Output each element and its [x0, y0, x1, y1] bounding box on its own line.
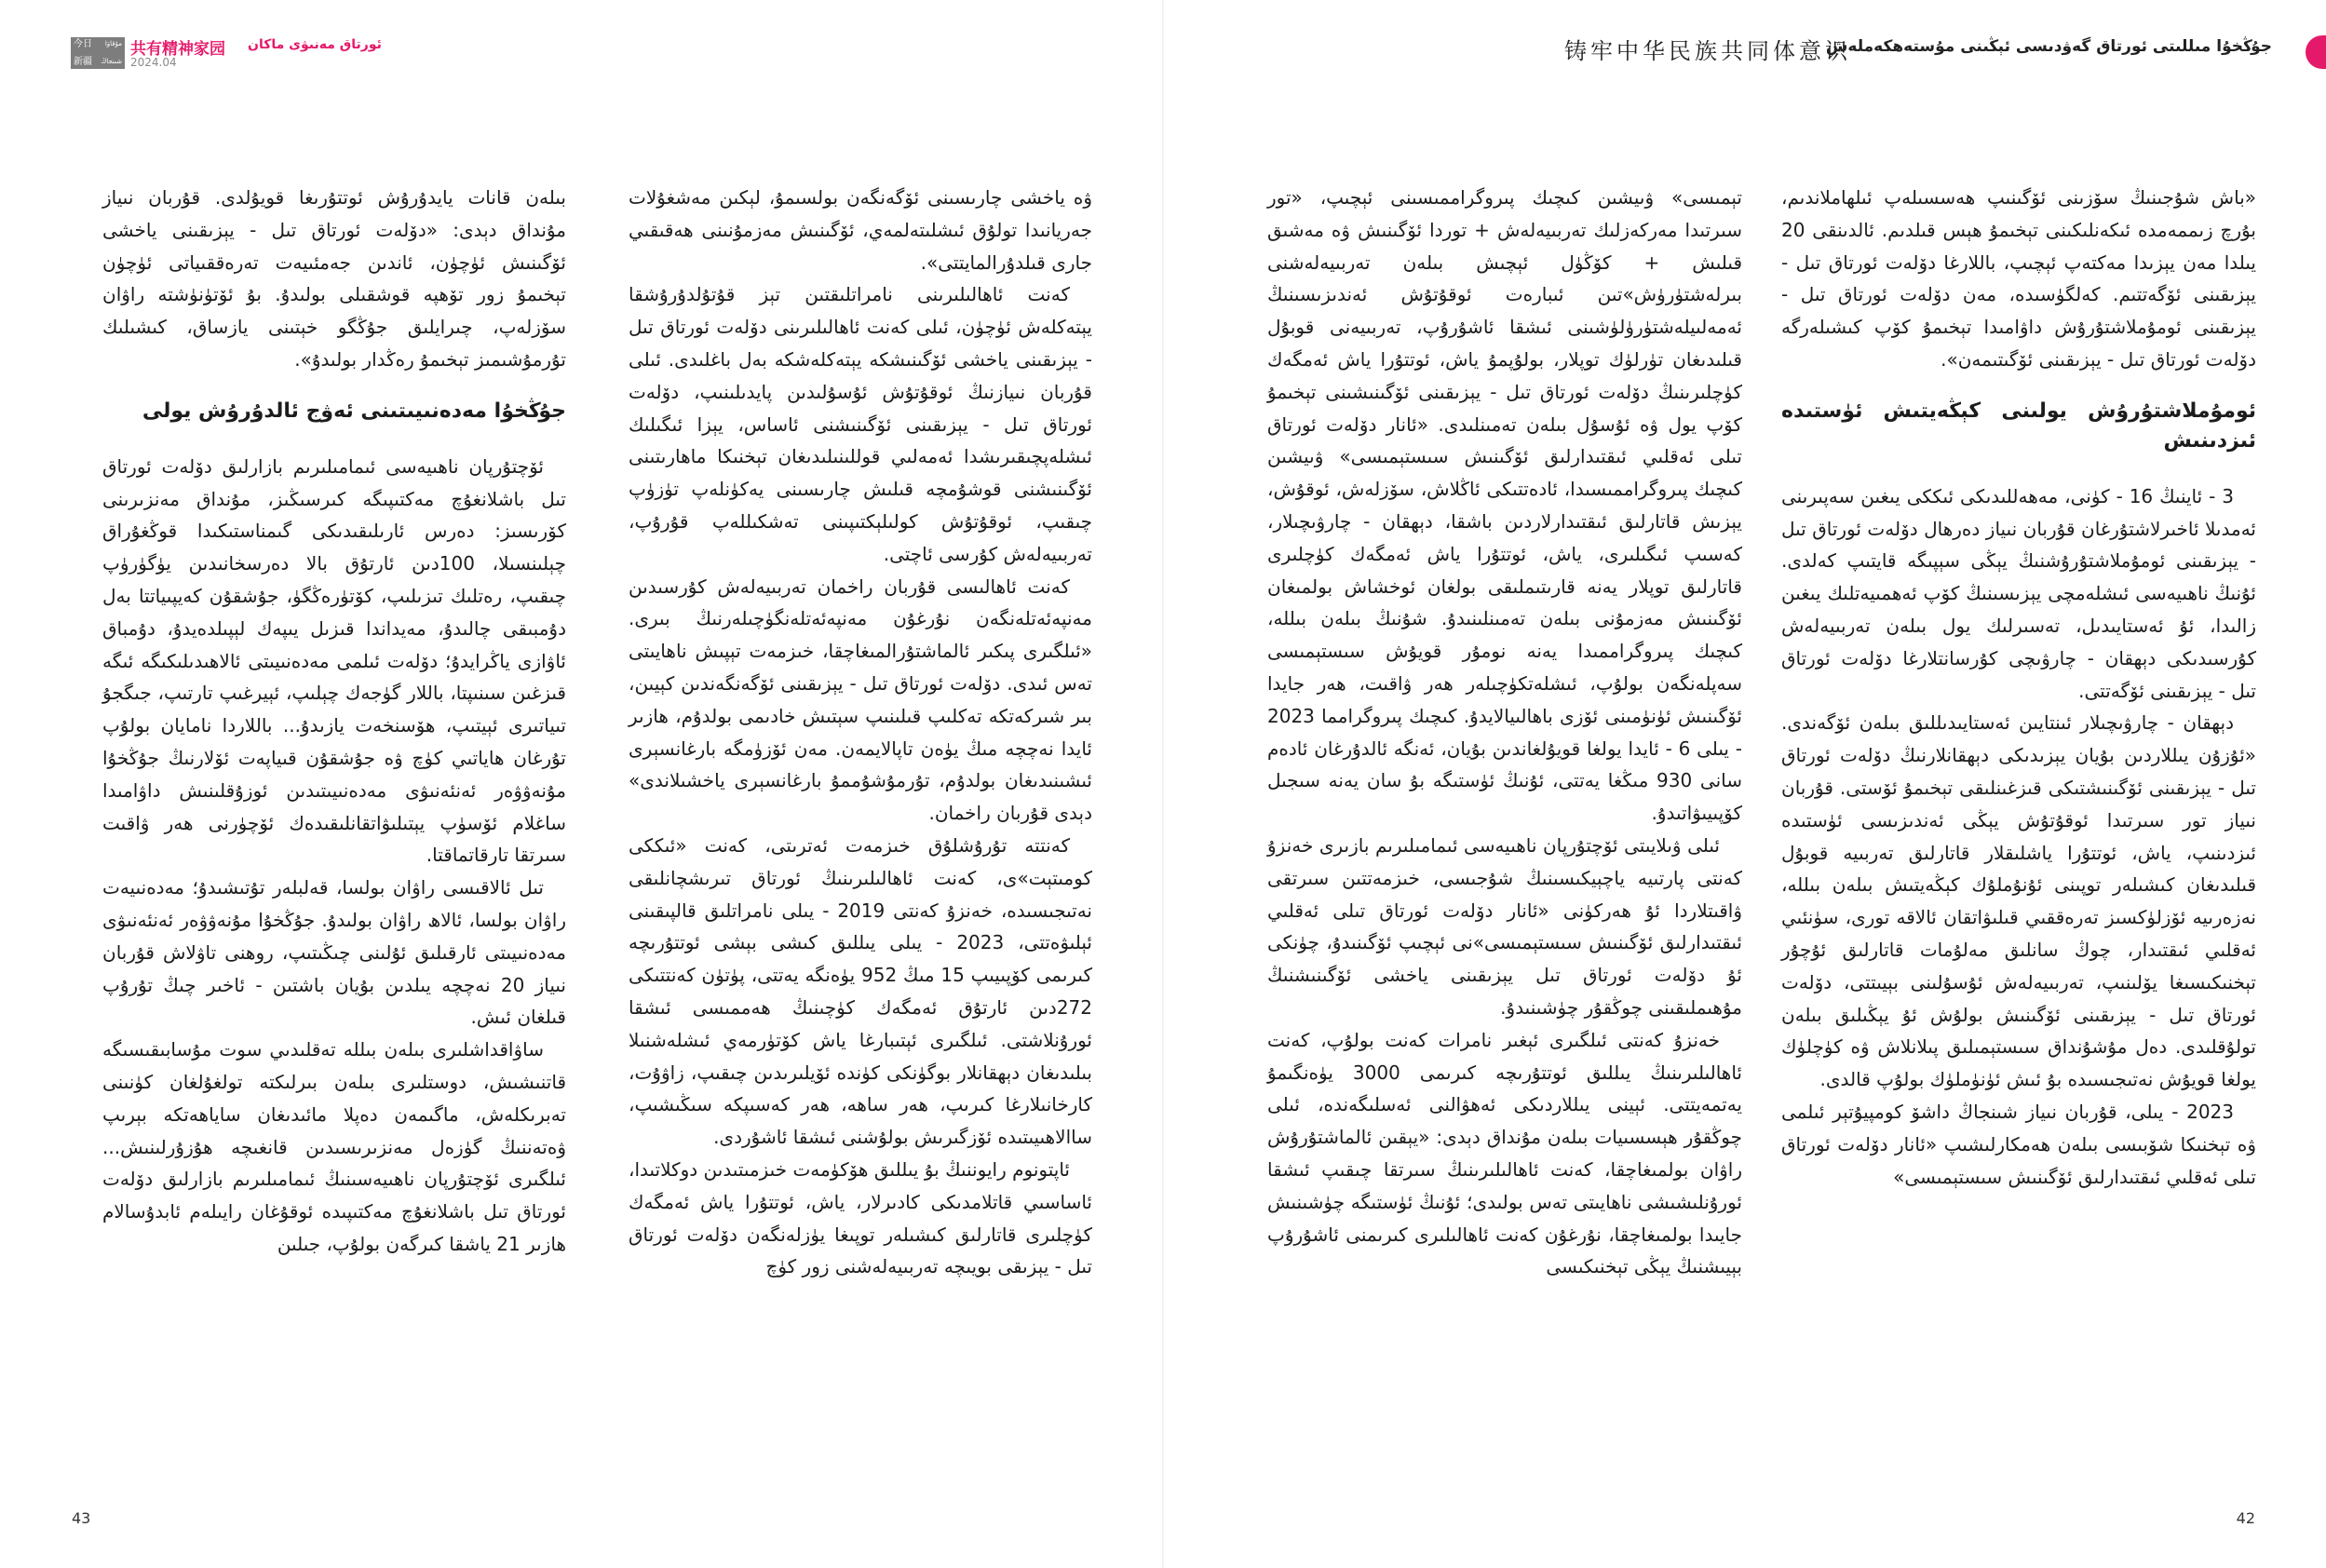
text-column-1: [1781, 182, 2256, 1193]
paragraph: تىل ئالاقىسى راۋان بولسا، قەلبلەر تۇتىشىدۇ؛ مەدەنىيەت راۋان بولسا، ئالاھ راۋان بولىدۇ. جۇڭخۇا مۇنەۋۋەر ئەنئەنىۋى مەدەنىيىتى ئارقىلىق ئۇلىنى چىڭىتىپ، روھنى تاۋلاش قۇربان نىياز 20 نەچچە يىلدىن بۇيان باشتىن - ئاخىر چىڭ تۇرۇپ قىلغان ئىش.: [102, 876, 566, 1029]
paragraph: ئاپتونوم رايوننىڭ بۇ يىللىق ھۆكۈمەت خىزمىتىدىن دوكلاتىدا، ئاساسىي قاتلامدىكى كادىرلار، ياش، ئوتتۇرا ياش ئەمگەك كۈچلىرى قاتارلىق كىشىلەر توپىغا يۈزلەنگەن دۆلەت ئورتاق تىل - يېزىقى بويىچە تەربىيەلەشنى زور كۈچ: [629, 1157, 1092, 1278]
issue-date: 2024.04: [130, 56, 177, 69]
page-number-left: 43: [72, 1509, 91, 1527]
paragraph: خەنزۇ كەنتى ئىلگىرى ئېغىر نامرات كەنت بولۇپ، كەنت ئاھالىلىرىنىڭ يىللىق ئوتتۇرىچە كىرىمى 3000 يۈەنگىمۇ يەتمەيتتى. ئېينى يىللاردىكى ئەھۋالنى ئەسلىگەندە، ئىلى چوڭقۇر ھېسسىيات بىلەن مۇنداق دېدى: «يېقىن ئالماشتۇرۇش راۋان بولمىغاچقا، كەنت ئاھالىلىرىنىڭ سىرتقا چىقىپ ئىشقا ئورۇنلىشىشى ناھايىتى تەس بولىدى؛ ئۇنىڭ ئۈستىگە چۈشىنىش جايىدا بولمىغاچقا، نۇرغۇن كەنت ئاھالىلىرى كىرىمنى ئاشۇرۇپ بېيىشنىڭ يېڭى تېخنىكىسى: [1267, 1028, 1742, 1278]
magazine-logo: [71, 37, 125, 69]
paragraph: 2023 - يىلى، قۇربان نىياز شىنجاڭ داشۆ كومپيۇتېر ئىلمى ۋە تېخنىكا شۆبىسى بىلەن ھەمكارلىشىپ «ئانار دۆلەت ئورتاق تىلى ئەقلىي ئىقتىدارلىق ئۆگىنىش سىستېمىسى»: [1781, 1100, 2256, 1188]
paragraph: كەنت ئاھالىلىرىنى نامراتلىقتىن تېز قۇتۇلدۇرۇشقا يېتەكلەش ئۈچۈن، ئىلى كەنت ئاھالىلىرىنى دۆلەت ئورتاق تىل - يېزىقىنى ياخشى ئۆگىنىشكە يېتەكلەشكە بەل باغلىدى. ئىلى قۇربان نىيازنىڭ ئوقۇتۇش ئۇسۇلىدىن پايدىلىنىپ، دۆلەت ئورتاق تىل - يېزىقىنى ئۆگىنىشنى ئاساس، يېزا ئىگىلىك ئىشلەپچىقىرىشدا ئەمەلىي قوللىنىلىدىغان تېخنىكا ماھارىتىنى ئۆگىنىشنى قوشۇمچە قىلىش چارىسىنى يەكۈنلەپ تۈزۈپ چىقىپ، ئوقۇتۇش كولىلېكتىپىنى تەشكىللەپ قۇرۇپ، تەربىيەلەش كۇرسى ئاچتى.: [629, 283, 1092, 565]
text-column-4: [102, 182, 566, 1261]
paragraph: ئىلى ۋىلايىتى ئۆچتۇرپان ناھىيەسى ئىمامىلىرىم بازىرى خەنزۇ كەنتى پارتىيە ياچېيكىسىنىڭ شۇجىسى، خىزمەتتىن سىرتقى ۋاقىتلاردا ئۇ ھەركۈنى «ئانار دۆلەت ئورتاق تىلى ئەقلىي ئىقتىدارلىق ئۆگىنىش سىستېمىسى»نى ئېچىپ ئۆگىنىدۇ، چۈنكى ئۇ دۆلەت ئورتاق تىل يېزىقىنى ياخشى ئۆگىنىشنىڭ مۇھىملىقىنى چوڭقۇر چۈشىنىدۇ.: [1267, 833, 1742, 1019]
section-tab-marker: [2306, 35, 2326, 69]
text-column-2: [1267, 182, 1742, 1283]
paragraph: بىلەن قانات يايدۇرۇش ئوتتۇرىغا قويۇلدى. قۇربان نىياز مۇنداق دېدى: «دۆلەت ئورتاق تىل - يېزىقىنى ياخشى ئۆگىنىش ئۈچۈن، ئاندىن جەمئىيەت تەرەققىياتى ئۈچۈن تېخىمۇ زور تۆھپە قوشقىلى بولىدۇ. بۇ ئۆتۈنۈشتە راۋان سۆزلەپ، چىرايلىق جۇڭگو خېتىنى يازساق، كىشىلىك تۇرمۇشىمىز تېخىمۇ رەڭدار بولىدۇ».: [102, 186, 566, 371]
text-column-3: [629, 182, 1092, 1283]
section-heading: جۇڭخۇا مەدەنىيىتىنى ئەۋج ئالدۇرۇش يولى: [142, 399, 566, 423]
logo-side-top: مۇقاۋا: [104, 40, 122, 47]
right-page: [1163, 0, 2326, 1568]
page-header-cn: 铸牢中华民族共同体意识: [1564, 38, 1851, 64]
page-number-right: 42: [2236, 1509, 2255, 1527]
paragraph: كەنتتە تۇرۇشلۇق خىزمەت ئەترىتى، كەنت «ئىككى كومىتېت»ى، كەنت ئاھالىلىرىنىڭ ئورتاق تىرىشچانلىقى نەتىجىسىدە، خەنزۇ كەنتى 2019 - يىلى نامراتلىق قالپىقىنى ئېلىۋەتتى، 2023 - يىلى يىللىق كىشى بېشى ئوتتۇرىچە كىرىمى كۆپىيىپ 15 مىڭ 952 يۈەنگە يەتتى، پۈتۈن كەنتتىكى 272دىن ئارتۇق ئەمگەك كۈچىنىڭ ھەممىسى ئىشقا ئورۇنلاشتى. ئىلگىرى ئېتىبارغا ياش كۆتۈرمەي ئىشلەشنىلا بىلىدىغان دېھقانلار بوگۈنكى كۈندە ئۆيلىرىدىن چىقىپ، زاۋۇت، كارخانىلارغا كىرىپ، ھەر ساھە، ھەر كەسىپكە سىڭىشىپ، ساالاھىيىتىدە ئۆزگىرىش بولۇشنى ئىشقا ئاشۇردى.: [629, 833, 1092, 1149]
section-title-cn: 共有精神家园: [130, 40, 225, 59]
logo-side-bottom: شىنجاڭ: [101, 58, 122, 65]
page-header-ug: جۇڭخۇا مىللىتى ئورتاق گەۋدىسى ئېڭىنى مۇستەھكەملەش: [1825, 37, 2272, 56]
logo-text-top: 今日: [74, 39, 92, 49]
paragraph: «باش شۇجىنىڭ سۆزىنى ئۆگىنىپ ھەسسىلەپ ئىلھاملاندىم، بۇرچ زىممەمدە ئىكەنلىكىنى تېخىمۇ ھېس قىلدىم. ئالدىنقى 20 يىلدا مەن يېزىدا مەكتەپ ئېچىپ، باللارغا دۆلەت ئورتاق تىل - يېزىقىنى ئۆگەتتىم. كەلگۈسىدە، مەن دۆلەت ئورتاق تىل - يېزىقىنى ئومۇملاشتۇرۇش داۋامىدا تېخىمۇ كۆپ كىشىلەرگە دۆلەت ئورتاق تىل - يېزىقىنى ئۆگىتىمەن».: [1781, 186, 2256, 371]
paragraph: 3 - ئاينىڭ 16 - كۈنى، مەھەللىدىكى ئىككى يىغىن سەپىرىنى ئەمدىلا ئاخىرلاشتۇرغان قۇربان نىياز دەرھال دۆلەت ئورتاق تىل - يېزىقىنى ئومۇملاشتۇرۇشنىڭ يېڭى سېپىگە قايتىپ كەلدى. ئۇنىڭ ناھىيەسى ئىشلەمچى يېزىسىنىڭ كۆپ ئەھمىيەتلىك يىغىن زالىدا، ئۇ ئەستايىدىل، تەسىرلىك يول بىلەن تەربىيەلەش كۇرسىدىكى دېھقان - چارۋىچى كۇرسانتلارغا دۆلەت ئورتاق تىل - يېزىقىنى ئۆگەتتى.: [1781, 484, 2256, 702]
paragraph: ساۋاقداشلىرى بىلەن بىللە تەقلىدىي سوت مۇسابىقىسىگە قاتنىشىش، دوستلىرى بىلەن بىرلىكتە تولغۇلغان كۈنىنى تەبرىكلەش، ماگىمەن دەپلا مائىدىغان ساياھەتكە بېرىپ ۋەتەننىڭ گۈزەل مەنزىرىسىدىن قانغىچە ھۇزۇرلىنىش... ئىلگىرى ئۆچتۇرپان ناھىيەسىنىڭ ئىمامىلىرىم بازارلىق دۆلەت ئورتاق تىل باشلانغۇچ مەكتىپىدە ئوقۇغان رايىلەم ئابدۇسالام ھازىر 21 ياشقا كىرگەن بولۇپ، جىلىن: [102, 1038, 566, 1255]
paragraph: كەنت ئاھالىسى قۇربان راخمان تەربىيەلەش كۇرسىدىن مەنپەئەتلەنگەن نۇرغۇن مەنپەئەتلەنگۈچىلەرنىڭ بىرى. «ئىلگىرى پىكىر ئالماشتۇرالمىغاچقا، خىزمەت تېپىش ناھايىتى تەس ئىدى. دۆلەت ئورتاق تىل - يېزىقىنى ئۆگەنگەندىن كېيىن، بىر شىركەتكە تەكلىپ قىلىنىپ سېتىش خادىمى بولدۇم، ھازىر ئايدا نەچچە مىڭ يۈەن تاپالايمەن. مەن ئۆزۈمگە بارغانسېرى ئىشىنىدىغان بولدۇم، تۇرمۇشۇممۇ بارغانسېرى ياخشىلاندى» دېدى قۇربان راخمان.: [629, 574, 1092, 825]
paragraph: تېمىسى» ۋىيشىن كىچىك پىروگراممىسىنى ئېچىپ، «تور سىرتىدا مەركەزلىك تەربىيەلەش + توردا ئۆگىنىش ۋە مەشىق قىلىش + كۆڭۈل ئېچىش بىلەن تەربىيەلەشنى بىرلەشتۈرۈش»تىن ئىبارەت ئوقۇتۇش ئەندىزىسىنىڭ ئەمەلىيلەشتۈرۈلۈشىنى ئىشقا ئاشۇرۇپ، تەربىيەنى قوبۇل قىلىدىغان تۈرلۈك توپلار، بولۇپمۇ ياش، ئوتتۇرا ياش ئەمگەك كۈچلىرىنىڭ دۆلەت ئورتاق تىل - يېزىقىنى ئۆگىنىشىنى تېخىمۇ كۆپ يول ۋە ئۇسۇل بىلەن تەمىنلىدى. «ئانار دۆلەت ئورتاق تىلى ئەقلىي ئىقتىدارلىق ئۆگىنىش سىستېمىسى» ۋىيشىن كىچىك پىروگراممىسىدا، ئادەتتىكى ئاڭلاش، سۆزلەش، ئوقۇش، يېزىش قاتارلىق ئىقتىدارلاردىن باشقا، دېھقان - چارۋىچىلار، كەسىپ ئىگىلىرى، ياش، ئوتتۇرا ياش ئەمگەك كۈچلىرى قاتارلىق توپلار يەنە قارىتىملىقى بولغان ئوخشاش بولمىغان ئۆگىنىش مەزمۇنى بىلەن تەمىنلىنىدۇ. شۇنىڭ بىلەن بىللە، كىچىك پىروگراممىدا يەنە نومۇر قويۇش سىستېمىسى سەپلەنگەن بولۇپ، ئىشلەتكۈچىلەر ھەر ۋاقىت، ھەر جايدا ئۆگىنىش ئۈنۈمىنى ئۆزى باھالىيالايدۇ. كىچىك پىروگرامما 2023 - يىلى 6 - ئايدا يولغا قويۇلغاندىن بۇيان، ئەنگە ئالدۇرغان ئادەم سانى 930 مىڭغا يەتتى، ئۇنىڭ ئۈستىگە بۇ سان يەنە سىجىل كۆپىيىۋاتىدۇ.: [1267, 186, 1742, 825]
section-title-ug: ئورتاق مەنىۋى ماكان: [248, 37, 382, 52]
paragraph: ۋە ياخشى چارىسىنى ئۆگەنگەن بولسىمۇ، لېكىن مەشغۇلات جەريانىدا تولۇق ئىشلىتەلمەي، ئۆگىنىش مەزمۇنىنى ھەقىقىي جارى قىلدۇرالمايتتى».: [629, 186, 1092, 274]
paragraph: دېھقان - چارۋىچىلار ئىنتايىن ئەستايىدىللىق بىلەن ئۆگەندى. «ئۇزۇن يىللاردىن بۇيان يېزىدىكى دېھقانلارنىڭ دۆلەت ئورتاق تىل - يېزىقىنى ئۆگىنىشتىكى قىزغىنلىقى تېخىمۇ ئۆستى. قۇربان نىياز تور سىرتىدا ئوقۇتۇش يېڭى ئەندىزىسى ئۈستىدە ئىزدىنىپ، ياش، ئوتتۇرا ياشلىقلار قاتارلىق تەربىيە قوبۇل قىلىدىغان كىشىلەر توپىنى ئۇنۇملۇك كېڭەيتىش بىلەن بىللە، نەزەرىيە ئۆزلۈكسىز تەرەققىي قىلىۋاتقان ئالاقە تورى، سۈنئىي ئەقلىي ئىقتىدار، چوڭ سانلىق مەلۇمات قاتارلىق ئۇچۇر تېخنىكىسىغا يۆلىنىپ، تەربىيەلەش ئۇسۇلىنى بېيىتتى، دۆلەت ئورتاق تىل - يېزىقىنى ئۆگىنىش بولۇش ئۇ يېڭىلىق بىلەن تولۇقلىدى. دەل مۇشۇنداق سىستېمىلىق پىلانلاش ۋە كۈچلۈك يولغا قويۇش نەتىجىسىدە بۇ ئىش ئۈنۈملۈك بولۇپ قالدى.: [1781, 711, 2256, 1091]
paragraph: ئۆچتۇرپان ناھىيەسى ئىمامىلىرىم بازارلىق دۆلەت ئورتاق تىل باشلانغۇچ مەكتىپىگە كىرسىڭىز، مۇنداق مەنزىرىنى كۆرىسىز: دەرس ئارىلىقىدىكى گىمناستىكىدا قوڭغۇراق چېلىنسىلا، 100دىن ئارتۇق بالا دەرسخانىدىن يۈگۈرۈپ چىقىپ، رەتلىك تىزىلىپ، كۆتۈرەڭگۈ، جۇشقۇن كەيپىياتتا بەل دۇمبىقى چالىدۇ، مەيداندا قىزىل يىپەك لېپىلدەيدۇ، دۇمباق ئاۋازى ياڭرايدۇ؛ دۆلەت ئىلمى مەدەنىيىتى ئالاھىدىلىكىگە ئىگە قىزغىن سىنىپتا، باللار گۈجەك چېلىپ، ئېيرغىپ تارتىپ، جىگجۇ تىياتىرى ئېيتىپ، ھۆسنخەت يازىدۇ... باللاردا نامايان بولۇپ تۇرغان ھاياتىي كۈچ ۋە جۇشقۇن قىياپەت ئۆلارنىڭ جۇڭخۇا مۇنەۋۋەر ئەنئەنىۋى مەدەنىيىتىدىن ئوزۇقلىنىش داۋامىدا ساغلام ئۆسۈپ يېتىلىۋاتقانلىقىدەك ئۆچۈرنى ھەر ۋاقىت سىرتقا تارقاتماقتا.: [102, 454, 566, 867]
logo-text-bottom: 新疆: [74, 57, 92, 67]
section-heading: ئومۇملاشتۇرۇش يولىنى كېڭەيتىش ئۈستىدە ئىزدىنىش: [1781, 399, 2256, 453]
